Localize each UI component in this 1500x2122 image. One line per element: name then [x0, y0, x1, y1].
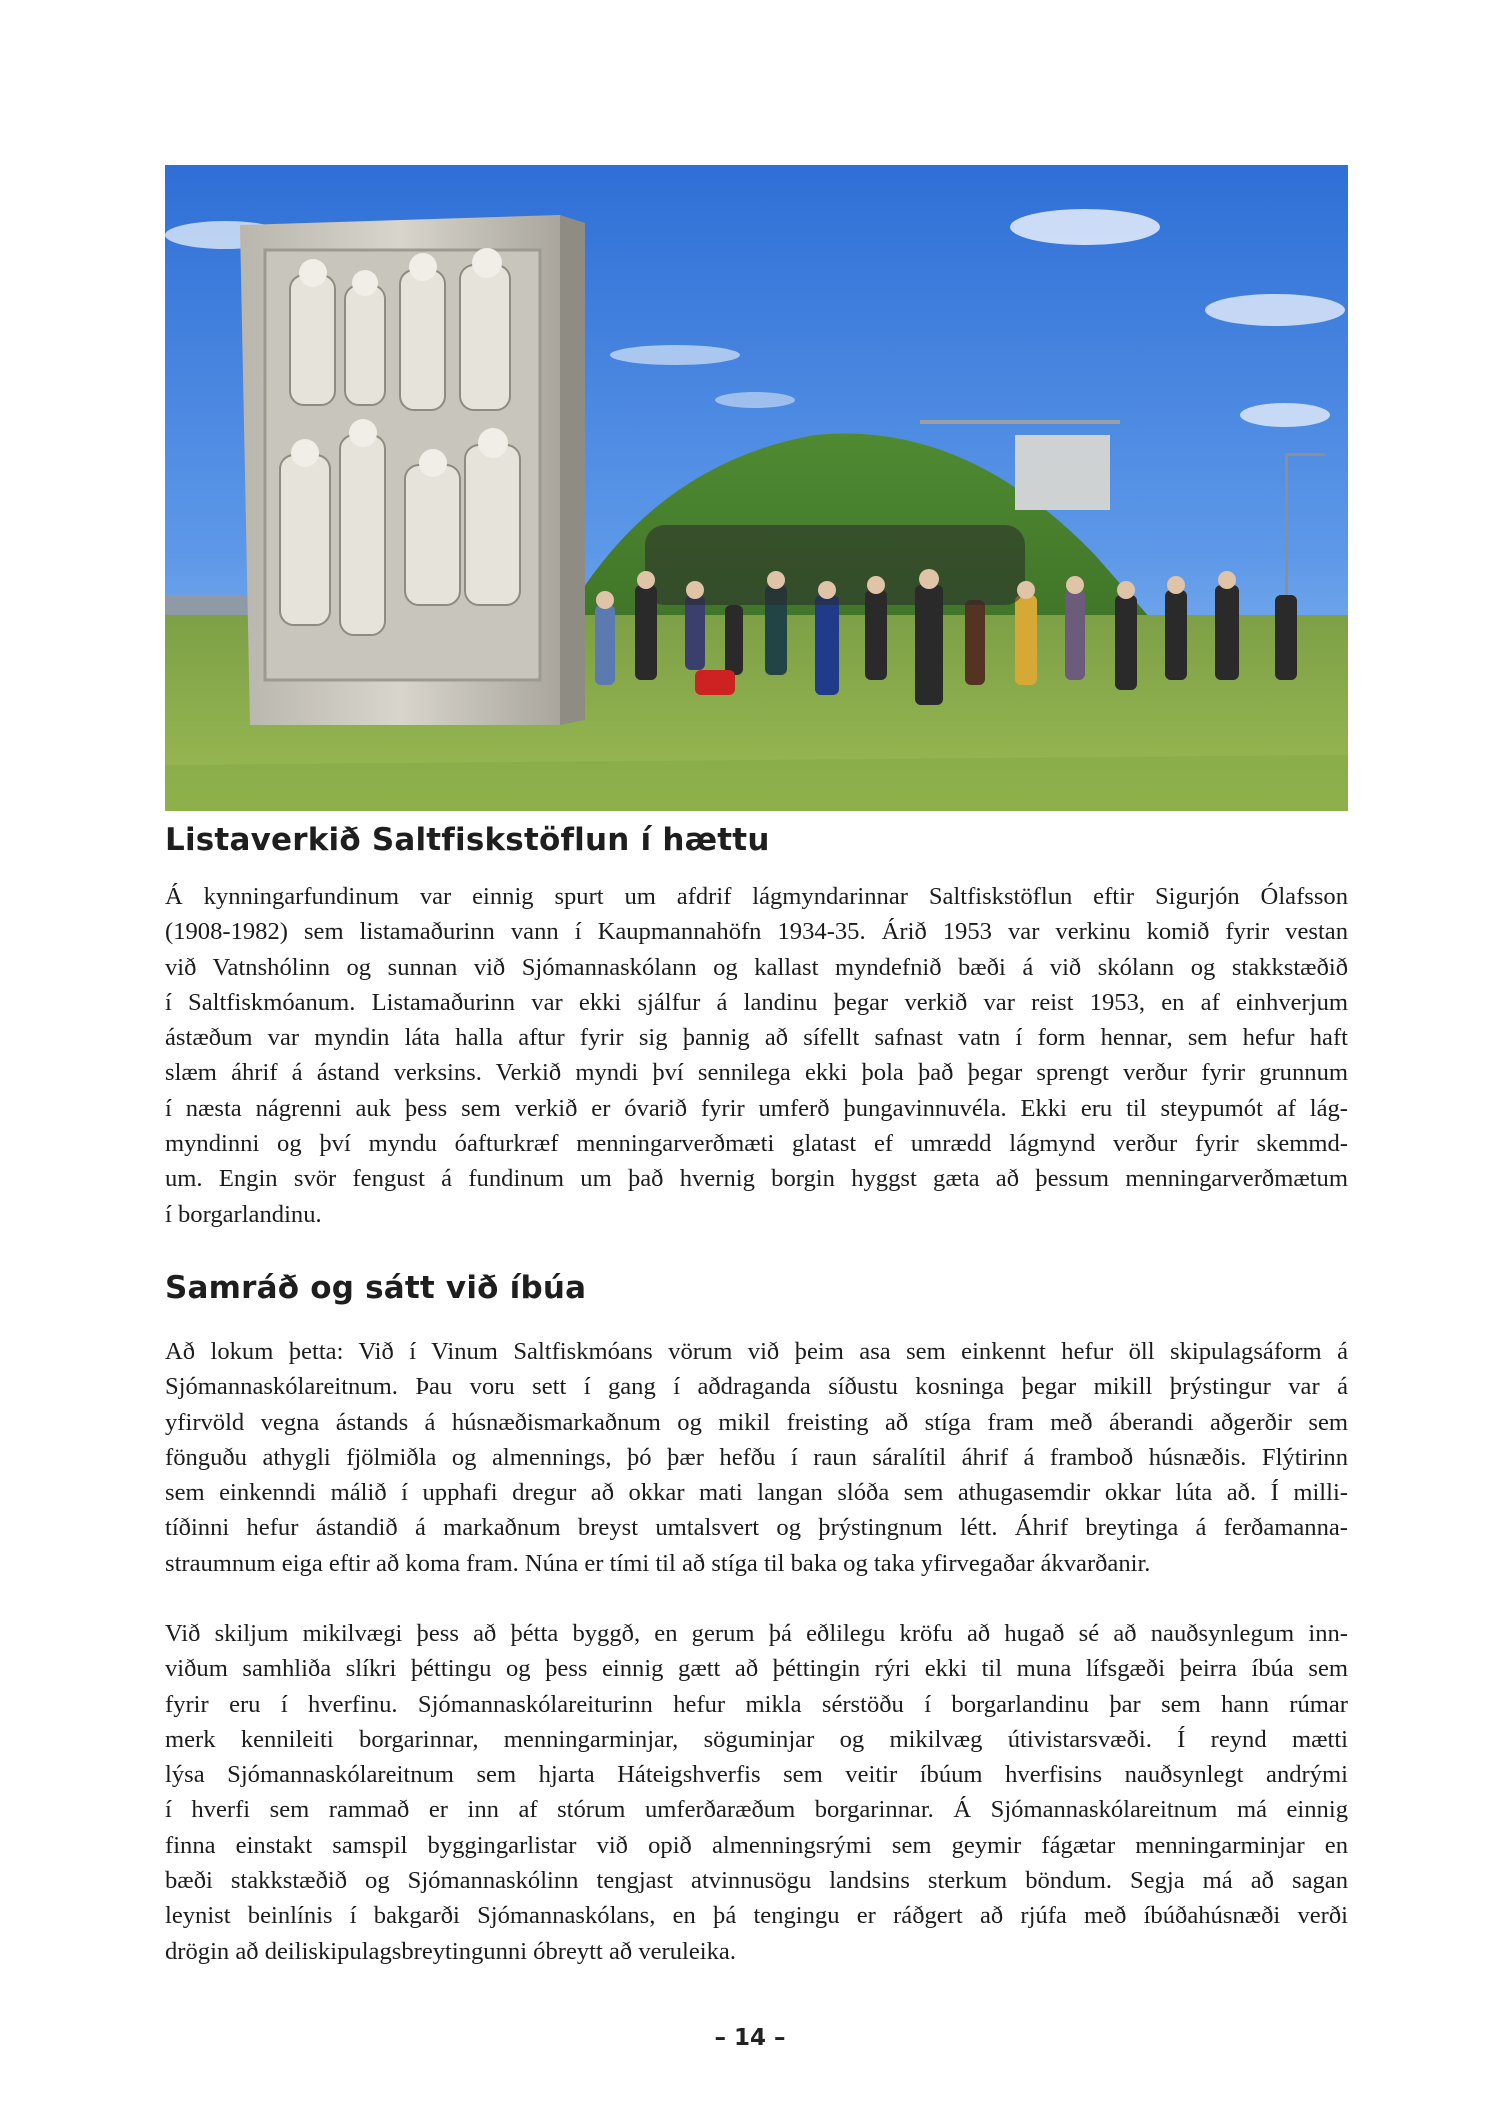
section-body-artwork: [165, 879, 1348, 1232]
text-line: Við skiljum mikilvægi þess að þétta byggð, en gerum þá eðlilegu kröfu að hugað sé að nauðsynlegum inn-: [165, 1620, 1348, 1647]
text-line: viðum samhliða slíkri þéttingu og þess einnig gætt að þéttingin rýri ekki til muna lífsgæði þeirra íbúa sem: [165, 1655, 1348, 1683]
text-line: lýsa Sjómannaskólareitnum sem hjarta Háteigshverfis sem veitir íbúum hverfisins nauðsynlegt andrými: [165, 1761, 1348, 1789]
text-line: í borgarlandinu.: [165, 1200, 322, 1228]
text-line: um. Engin svör fengust á fundinum um það hvernig borgin hyggst gæta að þessum menningarverðmætum: [165, 1165, 1348, 1193]
text-line: finna einstakt samspil byggingarlistar við opið almenningsrými sem geymir fágætar menningarminjar en: [165, 1831, 1348, 1859]
text-line: í næsta nágrenni auk þess sem verkið er óvarið fyrir umferð þungavinnuvéla. Ekki eru til steypumót af lág-: [165, 1094, 1348, 1122]
text-line: fönguðu athygli fjölmiðla og almennings, þó þær hefðu í raun sáralítil áhrif á framboð húsnæðis. Flýtirinn: [165, 1443, 1348, 1471]
text-line: leynist beinlínis í bakgarði Sjómannaskólans, en þá tengingu er ráðgert að rjúfa með íbúðahúsnæði verði: [165, 1902, 1348, 1930]
text-line: merk kennileiti borgarinnar, menningarminjar, söguminjar og mikilvæg útivistarsvæði. Í reynd mætti: [165, 1725, 1348, 1753]
text-line: sem einkenndi málið í upphafi dregur að okkar mati langan slóða sem athugasemdir okkar lúta að. Í milli-: [165, 1479, 1348, 1507]
text-line: fyrir eru í hverfinu. Sjómannaskólareiturinn hefur mikla sérstöðu í borgarlandinu þar sem hann rúmar: [165, 1690, 1348, 1718]
text-line: í hverfi sem rammað er inn af stórum umferðaræðum borgarinnar. Á Sjómannaskólareitnum má einnig: [165, 1796, 1348, 1824]
text-line: við Vatnshólinn og sunnan við Sjómannaskólann og kallast myndefnið bæði á við skólann og stakkstæðið: [165, 953, 1348, 981]
text-line: slæm áhrif á ástand verksins. Verkið myndi því sennilega ekki þola það þegar sprengt verður fyrir grunnum: [165, 1059, 1348, 1087]
page-number: – 14 –: [714, 2025, 786, 2051]
text-line: Á kynningarfundinum var einnig spurt um afdrif lágmyndarinnar Saltfiskstöflun eftir Sigurjón Ólafsson: [165, 883, 1348, 910]
section-heading-artwork: Listaverkið Saltfiskstöflun í hættu: [165, 822, 770, 858]
section-body-paragraph-1: [165, 1334, 1348, 1581]
text-line: í Saltfiskmóanum. Listamaðurinn var ekki sjálfur á landinu þegar verkið var reist 1953, en af einhverjum: [165, 988, 1348, 1016]
photo-saltfiskstoflun-relief: [165, 165, 1348, 811]
text-line: (1908-1982) sem listamaðurinn vann í Kaupmannahöfn 1934-35. Árið 1953 var verkinu komið fyrir vestan: [165, 918, 1348, 946]
photo-icon: [165, 165, 1348, 811]
text-line: tíðinni hefur ástandið á markaðnum breyst umtalsvert og þrýstingnum létt. Áhrif breytinga á ferðamanna-: [165, 1514, 1348, 1542]
text-line: bæði stakkstæðið og Sjómannaskólinn tengjast atvinnusögu landsins sterkum böndum. Segja má að sagan: [165, 1867, 1348, 1895]
text-line: Að lokum þetta: Við í Vinum Saltfiskmóans vörum við þeim asa sem einkennt hefur öll skipulagsáform á: [165, 1338, 1348, 1365]
text-line: Sjómannaskólareitnum. Þau voru sett í gang í aðdraganda síðustu kosninga þegar mikill þrýstingur var á: [165, 1373, 1348, 1401]
text-line: ástæðum var myndin láta halla aftur fyrir sig þannig að sífellt safnast vatn í form hennar, sem hefur haft: [165, 1024, 1348, 1052]
section-heading-consultation: Samráð og sátt við íbúa: [165, 1270, 587, 1306]
text-line: yfirvöld vegna ástands á húsnæðismarkaðnum og mikil freisting að stíga fram með áberandi aðgerðir sem: [165, 1408, 1348, 1436]
text-line: myndinni og því myndu óafturkræf menningarverðmæti glatast ef umrædd lágmynd verður fyrir skemmd-: [165, 1130, 1348, 1158]
section-body-paragraph-2: [165, 1616, 1348, 1969]
text-line: straumnum eiga eftir að koma fram. Núna er tími til að stíga til baka og taka yfirvegaðar ákvarðanir.: [165, 1549, 1151, 1577]
text-line: drögin að deiliskipulagsbreytingunni óbreytt að veruleika.: [165, 1937, 736, 1965]
